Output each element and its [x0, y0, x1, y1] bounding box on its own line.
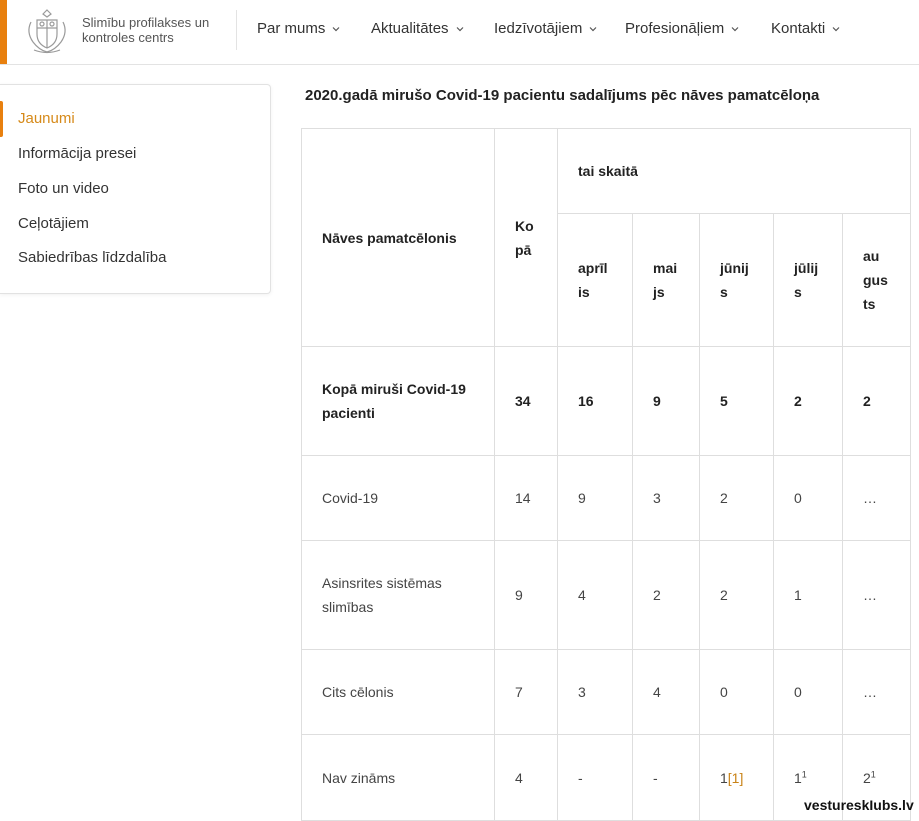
chevron-down-icon: [331, 24, 341, 34]
accent-bar: [0, 0, 7, 64]
cell-august: …: [843, 541, 911, 650]
cell-cause: [302, 541, 495, 650]
page-title: 2020.gadā mirušo Covid-19 pacientu sadalījums pēc nāves pamatcēloņa: [305, 87, 820, 104]
cell-may: 9: [633, 347, 700, 456]
cause-line: Asinsrites sistēmas: [322, 575, 442, 591]
cell-total: 9: [495, 541, 558, 650]
footnote-sup: 1: [870, 768, 876, 779]
nav-label: Profesionāļiem: [625, 20, 725, 37]
active-indicator: [0, 101, 3, 137]
header-month-july: [774, 214, 843, 347]
cell-july: 0: [774, 456, 843, 541]
data-table-wrapper: [301, 128, 911, 821]
header-month-part: mai: [653, 260, 678, 276]
cell-value: 1: [720, 769, 728, 786]
cell-june: 2: [700, 456, 774, 541]
table-row: [302, 541, 911, 650]
sidebar-item-jaunumi[interactable]: Jaunumi: [18, 110, 75, 127]
cell-july: 2: [774, 347, 843, 456]
header-month-june: [700, 214, 774, 347]
header-total-part: pā: [515, 241, 532, 258]
cell-april: 4: [558, 541, 633, 650]
sidebar-item-sabiedribas-lidzdaliba[interactable]: Sabiedrības līdzdalība: [18, 249, 167, 266]
header-month-part: ts: [863, 296, 876, 312]
cell-cause: Covid-19: [302, 456, 495, 541]
nav-label: Kontakti: [771, 20, 826, 37]
cell-august: …: [843, 650, 911, 735]
chevron-down-icon: [831, 24, 841, 34]
nav-iedzivotajiem[interactable]: [494, 20, 598, 37]
brand-name[interactable]: [82, 15, 222, 45]
cause-line: Kopā miruši Covid-19: [322, 381, 466, 397]
header-month-part: js: [653, 284, 665, 300]
covid-deaths-table: [301, 128, 911, 821]
sidebar-menu: [0, 84, 271, 294]
cell-value: 2: [863, 769, 871, 786]
header-tai-skaita: tai skaitā: [558, 129, 911, 214]
cell-june: [700, 735, 774, 821]
cell-april: -: [558, 735, 633, 821]
nav-label: Par mums: [257, 20, 326, 37]
header-month-may: [633, 214, 700, 347]
cell-total: 7: [495, 650, 558, 735]
brand-line-1: Slimību profilakses un: [82, 15, 210, 30]
cell-cause: Nav zināms: [302, 735, 495, 821]
site-header: [0, 0, 919, 65]
cell-august: …: [843, 456, 911, 541]
cell-total: 34: [495, 347, 558, 456]
cell-april: 3: [558, 650, 633, 735]
nav-kontakti[interactable]: [771, 20, 841, 37]
footnote-sup: 1: [801, 768, 807, 779]
cell-april: 16: [558, 347, 633, 456]
header-month-part: is: [578, 284, 590, 300]
watermark: vestureskIubs.lv: [804, 797, 914, 813]
header-month-part: gus: [863, 272, 888, 288]
coat-of-arms-logo[interactable]: [22, 6, 72, 56]
cell-july: 0: [774, 650, 843, 735]
sidebar-item-celotajiem[interactable]: Ceļotājiem: [18, 215, 89, 232]
table-header-row: [302, 129, 911, 214]
nav-label: Aktualitātes: [371, 20, 449, 37]
cell-june: 5: [700, 347, 774, 456]
header-month-part: jūlij: [794, 260, 819, 276]
brand-divider: [236, 10, 237, 50]
cell-total: 4: [495, 735, 558, 821]
cell-cause: [302, 347, 495, 456]
cell-august: 2: [843, 347, 911, 456]
chevron-down-icon: [730, 24, 740, 34]
header-month-part: s: [794, 284, 802, 300]
sidebar-item-foto-un-video[interactable]: Foto un video: [18, 180, 109, 197]
cell-may: 2: [633, 541, 700, 650]
nav-profesionaliem[interactable]: [625, 20, 740, 37]
cell-may: -: [633, 735, 700, 821]
header-month-august: [843, 214, 911, 347]
chevron-down-icon: [455, 24, 465, 34]
header-total-part: Ko: [515, 217, 534, 234]
footnote-link[interactable]: [1]: [727, 769, 744, 786]
cell-total: 14: [495, 456, 558, 541]
sidebar-item-informacija-presei[interactable]: Informācija presei: [18, 145, 137, 162]
cell-april: 9: [558, 456, 633, 541]
header-month-april: [558, 214, 633, 347]
header-month-part: aprīl: [578, 260, 608, 276]
header-total: [495, 129, 558, 347]
cell-cause: Cits cēlonis: [302, 650, 495, 735]
cell-may: 3: [633, 456, 700, 541]
brand-line-2: kontroles centrs: [82, 30, 174, 45]
cell-june: 0: [700, 650, 774, 735]
header-month-part: s: [720, 284, 728, 300]
header-month-part: jūnij: [720, 260, 749, 276]
cell-value: 1: [794, 769, 802, 786]
cell-july: 1: [774, 541, 843, 650]
header-month-part: au: [863, 248, 880, 264]
table-row: [302, 650, 911, 735]
nav-aktualitates[interactable]: [371, 20, 465, 37]
cell-may: 4: [633, 650, 700, 735]
nav-par-mums[interactable]: [257, 20, 341, 37]
header-cause: Nāves pamatcēlonis: [302, 129, 495, 347]
cause-line: slimības: [322, 599, 374, 615]
cause-line: pacienti: [322, 405, 375, 421]
table-row: [302, 456, 911, 541]
cell-june: 2: [700, 541, 774, 650]
table-row: [302, 347, 911, 456]
chevron-down-icon: [588, 24, 598, 34]
nav-label: Iedzīvotājiem: [494, 20, 583, 37]
